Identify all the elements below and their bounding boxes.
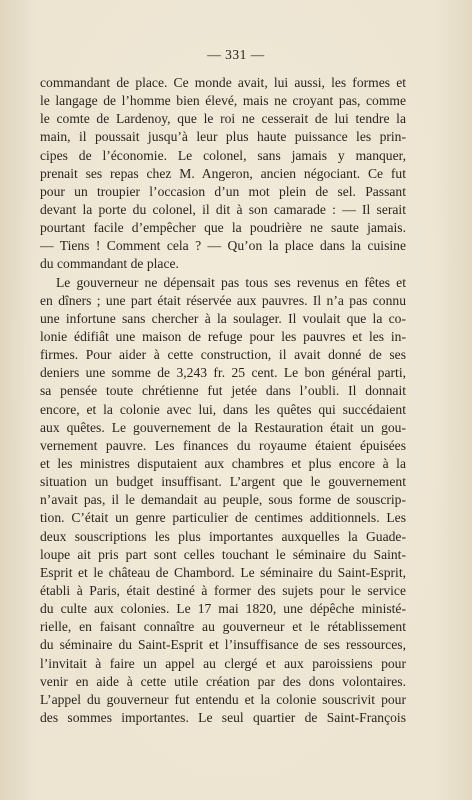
text-line: du culte aux colonies. Le 17 mai 1820, une dépêche ministé- — [40, 601, 406, 617]
text-line: L’appel du gouverneur fut entendu et la colonie souscrivit pour — [40, 691, 406, 707]
text-line: n’avait pas, il le demandait au peuple, sous forme de souscrip- — [40, 492, 406, 508]
text-line: sa pensée toute chrétienne fut jetée dans l’oubli. Il donnait — [40, 383, 406, 399]
text-line: — Tiens ! Comment cela ? — Qu’on la place dans la cuisine — [40, 238, 406, 254]
text-line: deniers une somme de 3,243 fr. 25 cent. Le bon général parti, — [40, 365, 406, 381]
text-line: vernement pauvre. Les finances du royaume étaient épuisées — [40, 437, 406, 453]
text-line: Esprit et le château de Chambord. Le séminaire du Saint-Esprit, — [40, 564, 406, 580]
text-line: encore, et la colonie avec lui, dans les quêtes qui succédaient — [40, 401, 406, 417]
text-line: main, il poussait jusqu’à leur plus haute puissance les prin- — [40, 129, 406, 145]
text-line: établi à Paris, était destiné à former des sujets pour le service — [40, 582, 406, 598]
text-line: rielle, en faisant connaître au gouverneur et le rétablissement — [40, 619, 406, 635]
text-line: le comte de Lardenoy, que le roi ne cesserait de lui tendre la — [40, 111, 406, 127]
text-line: Le gouverneur ne dépensait pas tous ses revenus en fêtes et — [56, 274, 406, 290]
text-line: et les ministres disputaient aux chambres et plus encore à la — [40, 455, 406, 471]
text-line: venir en aide à cette utile création par des dons volontaires. — [40, 673, 406, 689]
text-line: des sommes importantes. Le seul quartier de Saint-François — [40, 709, 406, 725]
text-line: firmes. Pour aider à cette construction, il avait donné de ses — [40, 347, 406, 363]
text-line: l’invitait à faire un appel au clergé et aux paroissiens pour — [40, 655, 406, 671]
text-line: aux quêtes. Le gouvernement de la Restauration était un gou- — [40, 419, 406, 435]
text-line: devant la porte du colonel, il dit à son camarade : — Il serait — [40, 201, 406, 217]
text-line: pour un troupier l’occasion d’un mot plein de sel. Passant — [40, 183, 406, 199]
page-number: — 331 — — [207, 47, 265, 62]
text-line: pourtant facile d’empêcher que la poudrière ne saute jamais. — [40, 220, 406, 236]
text-line: situation un budget insuffisant. L’argent que le gouvernement — [40, 474, 406, 490]
text-line: tion. C’était un genre particulier de centimes additionnels. Les — [40, 510, 406, 526]
text-line: du séminaire du Saint-Esprit et l’insuffisance de ses ressources, — [40, 637, 406, 653]
text-line: du commandant de place. — [40, 256, 179, 272]
text-line: en dîners ; une part était réservée aux pauvres. Il n’a pas connu — [40, 292, 406, 308]
text-line: loupe ait pris part sont celles touchant le séminaire du Saint- — [40, 546, 406, 562]
text-line: lonie édifiât une maison de refuge pour les pauvres et les in- — [40, 328, 406, 344]
text-line: le langage de l’homme bien élevé, mais ne croyant pas, comme — [40, 93, 406, 109]
text-line: commandant de place. Ce monde avait, lui aussi, les formes et — [40, 75, 406, 90]
text-line: cipes de l’économie. Le colonel, sans jamais y manquer, — [40, 147, 406, 163]
text-line: une infortune sans chercher à la soulager. Il voulait que la co- — [40, 310, 406, 326]
text-line: deux souscriptions les plus importantes auxquelles la Guade- — [40, 528, 406, 544]
body-text — [40, 74, 406, 727]
text-line: prenait ses repas chez M. Angeron, ancien négociant. Ce fut — [40, 165, 406, 181]
